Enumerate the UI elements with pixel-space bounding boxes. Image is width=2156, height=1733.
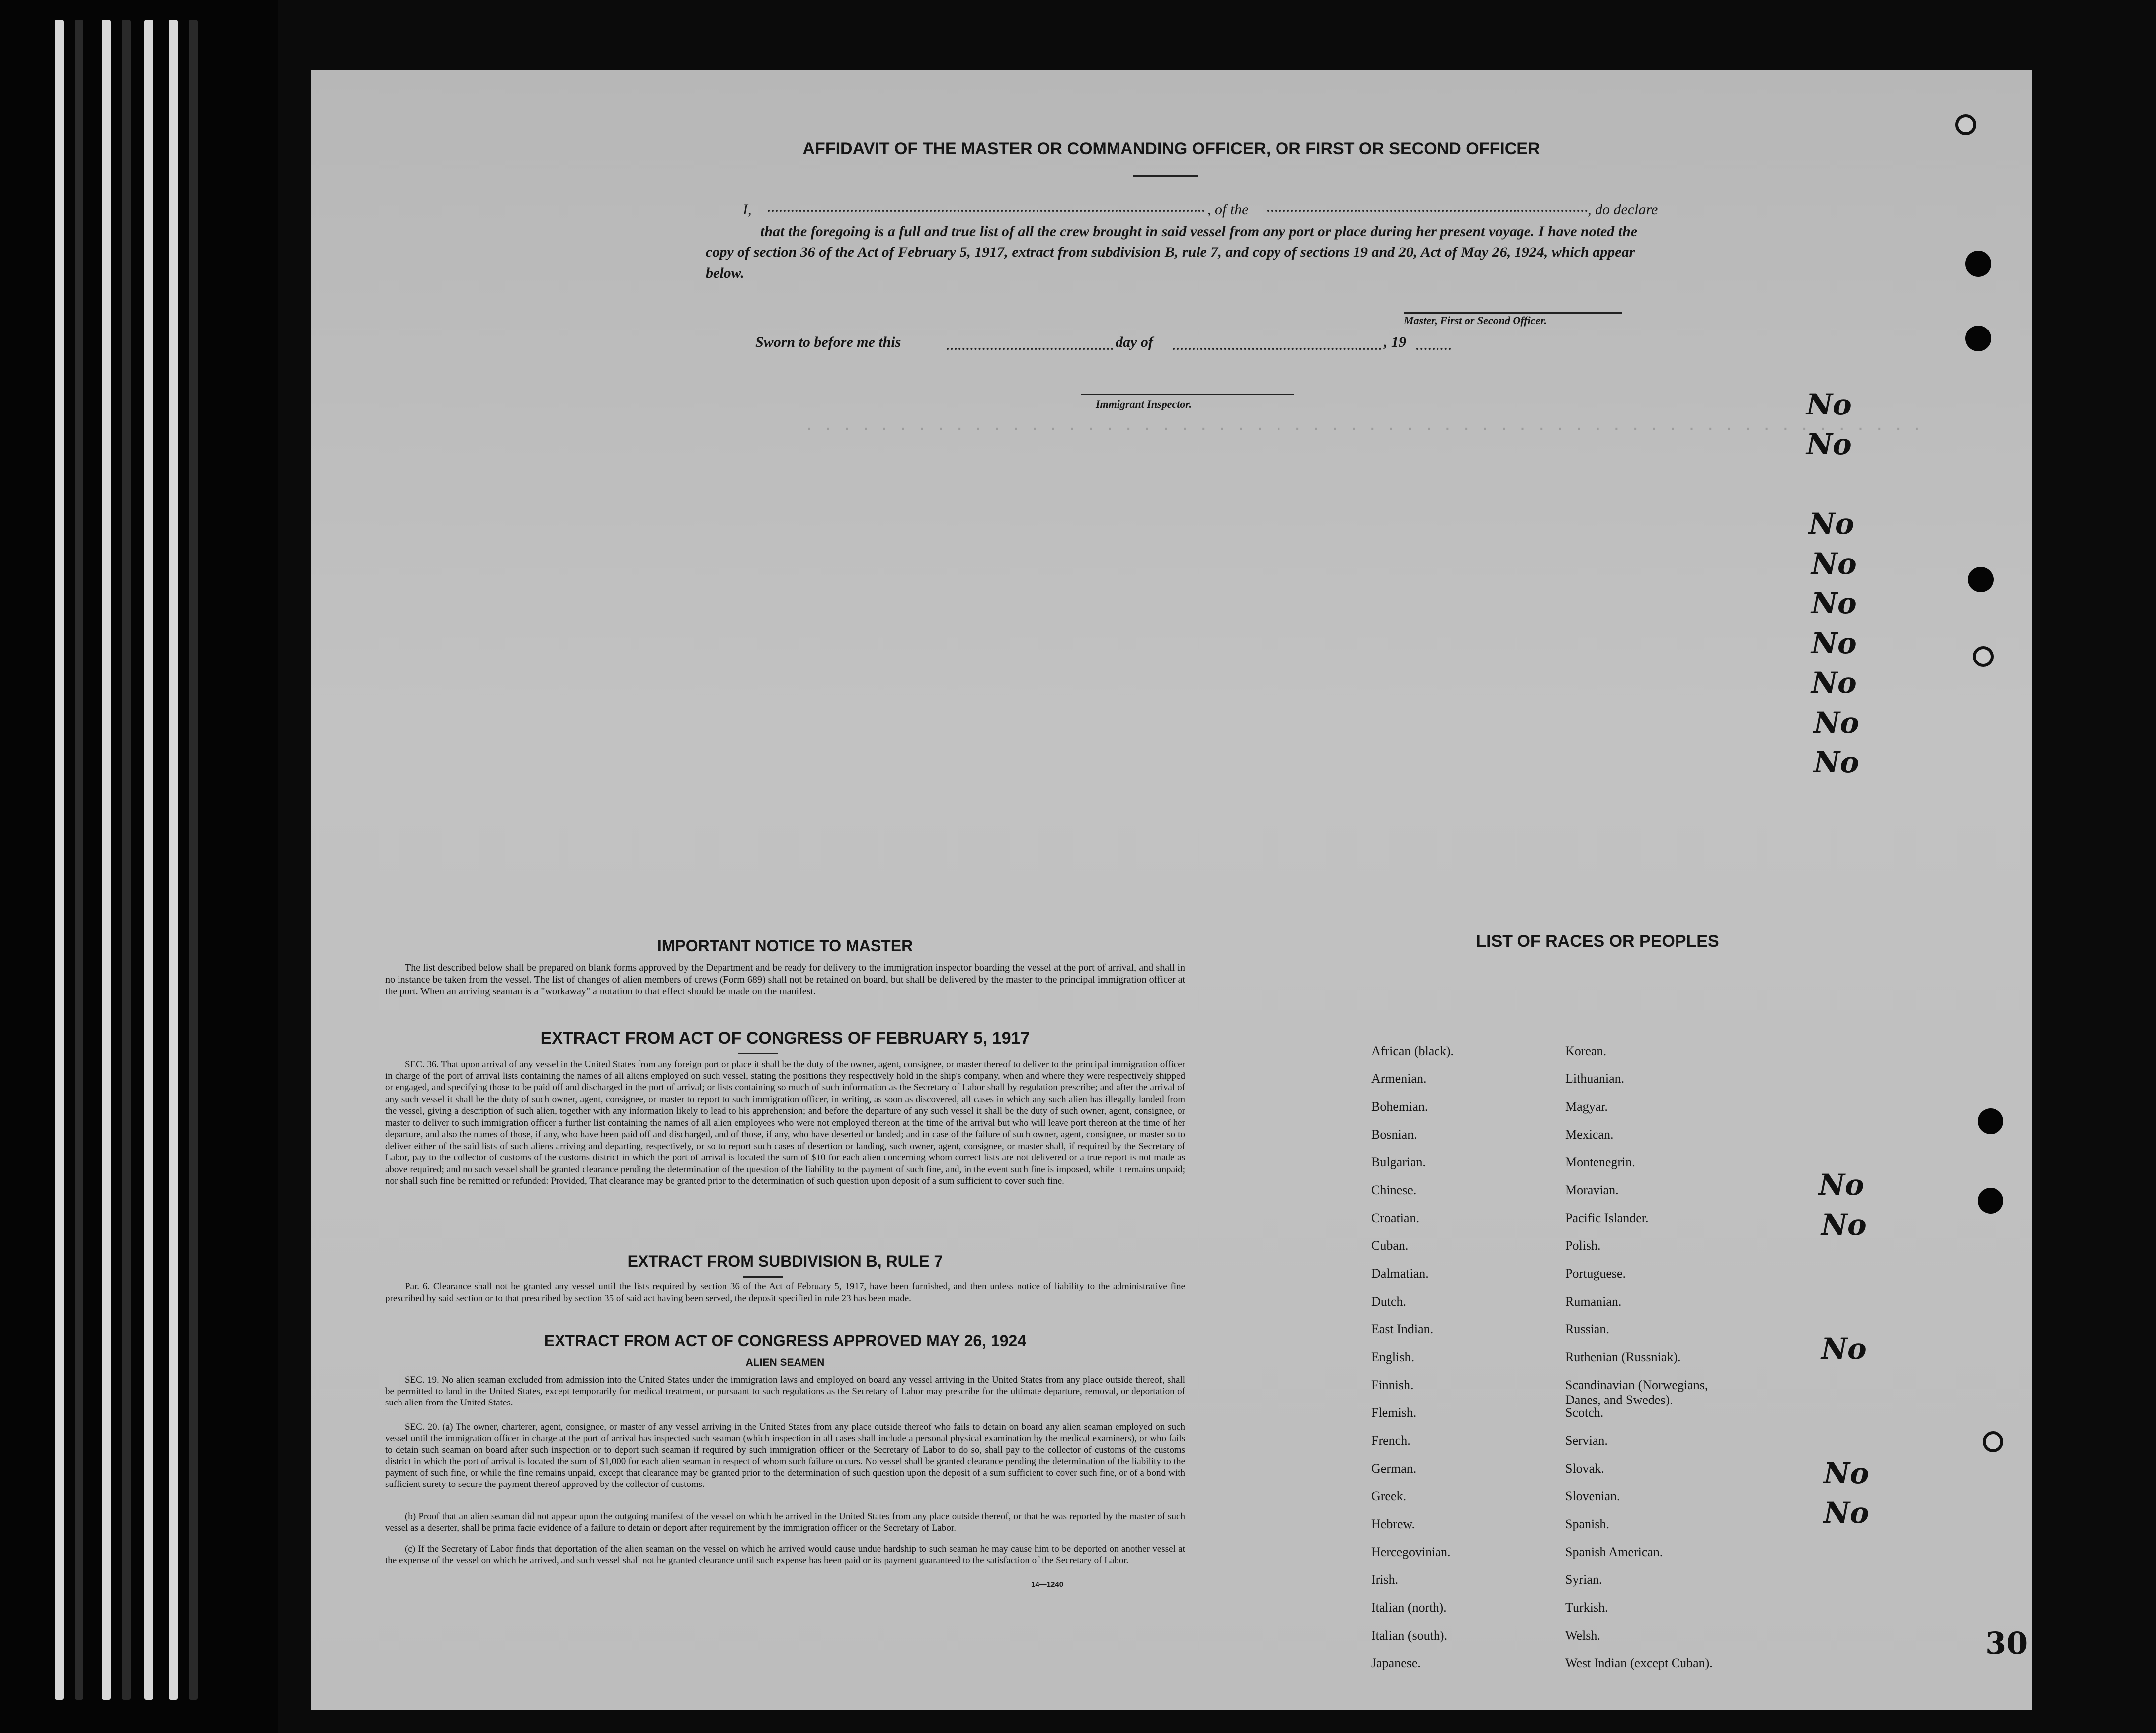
notice-text: The list described below shall be prepared on blank forms approved by the Department and be ready for delivery to the immigration inspector boarding the vessel at the port of arrival, and shall in no instance be taken from the vessel. The list of changes of alien members of crews (Form 689) shall not be retained on board, but shall be delivered by the master to the principal immigration officer at the port. When an arriving seaman is a "workaway" a notation to that effect should be made on the manifest. [385, 962, 1185, 997]
sec20c-text: (c) If the Secretary of Labor finds that deportation of the alien seaman on the vessel on which he arrived would cause undue hardship to such seaman he may cause him to be deported on another vessel at the expense of the vessel on which he arrived, and such vessel shall not be granted clearance until such expense has been paid or its payment guaranteed to the satisfaction of the Secretary of Labor. [385, 1544, 1185, 1566]
stacked-sheet-edges [0, 0, 278, 1733]
name-blank[interactable] [768, 210, 1205, 212]
race-item: Italian (north). [1371, 1600, 1447, 1615]
race-item: English. [1371, 1350, 1414, 1364]
races-right-column [1565, 1044, 1804, 1684]
faint-manifest-rows: ............................................................ [807, 417, 1934, 433]
subdivision-title: EXTRACT FROM SUBDIVISION B, RULE 7 [627, 1252, 943, 1270]
race-item: Irish. [1371, 1572, 1399, 1587]
punch-hole [1973, 646, 1994, 667]
race-item: Servian. [1565, 1433, 1608, 1448]
margin-no-mark: No [1809, 507, 1854, 541]
day-of-label: day of [1116, 334, 1153, 350]
punch-hole [1965, 326, 1991, 351]
race-item: Welsh. [1565, 1628, 1600, 1643]
sec20a-text: SEC. 20. (a) The owner, charterer, agent, consignee, or master of any vessel arriving in the United States from any place outside thereof who fails to detain on board any alien seaman employed on such vessel until the immigration officer in charge at the port of arrival has inspected such seaman (which inspection in all cases shall include a personal physical examination by the medical examiners), or who fails to detain such seaman on board after such inspection or to deport such seaman if required by such immigration officer or the Secretary of Labor to do so, shall pay to the collector of customs of the customs district in which the port of arrival is located the sum of $1,000 for each alien seaman in respect of whom such failure occurs. No vessel shall be granted clearance pending the determination of the liability to the payment of such fine, or while the fine remains unpaid, except that clearance may be granted prior to the determination of such question upon the deposit of a sum sufficient to cover such fine, or of a bond with sufficient surety to secure the payment thereof approved by the collector of customs. [385, 1422, 1185, 1489]
margin-no-mark: No [1814, 745, 1859, 779]
race-item: Moravian. [1565, 1183, 1619, 1197]
punch-hole [1968, 567, 1994, 592]
margin-no-mark: No [1821, 1208, 1867, 1241]
punch-hole [1978, 1108, 2003, 1134]
margin-no-mark: No [1811, 626, 1857, 660]
race-item: Lithuanian. [1565, 1072, 1625, 1086]
race-item: Hercegovinian. [1371, 1545, 1451, 1559]
race-item: Dutch. [1371, 1294, 1407, 1309]
affidavit-i: I, [743, 201, 752, 218]
race-item: Syrian. [1565, 1572, 1602, 1587]
race-item: Spanish. [1565, 1517, 1609, 1531]
races-title: LIST OF RACES OR PEOPLES [1476, 932, 1719, 951]
race-item: Bulgarian. [1371, 1155, 1426, 1169]
section-rule [738, 1053, 778, 1054]
sworn-label: Sworn to before me this [755, 334, 901, 350]
affidavit-declare: , do declare [1588, 201, 1658, 218]
race-item: Spanish American. [1565, 1545, 1663, 1559]
notice-title: IMPORTANT NOTICE TO MASTER [657, 937, 913, 955]
race-item: Slovak. [1565, 1461, 1604, 1476]
race-item: Montenegrin. [1565, 1155, 1635, 1169]
race-item: Pacific Islander. [1565, 1211, 1649, 1225]
race-item: Russian. [1565, 1322, 1609, 1336]
race-item: Bosnian. [1371, 1127, 1417, 1142]
margin-no-mark: No [1824, 1456, 1869, 1490]
race-item: Scotch. [1565, 1405, 1604, 1420]
extract-1924-title: EXTRACT FROM ACT OF CONGRESS APPROVED MAY 26, 1924 [544, 1332, 1027, 1350]
year-label: , 19 [1384, 334, 1406, 350]
page-number: 30 [1985, 1625, 2028, 1661]
race-item: German. [1371, 1461, 1417, 1476]
inspector-signature-line[interactable] [1081, 394, 1294, 395]
master-label: Master, First or Second Officer. [1404, 314, 1547, 327]
subdivision-text: Par. 6. Clearance shall not be granted any vessel until the lists required by section 36 of the Act of February 5, 1917, have been furnished, and then unless notice of liability to the administrative fine prescribed by said section or to that prescribed by section 35 of said act having been served, the deposit specified in rule 23 has been made. [385, 1281, 1185, 1304]
affidavit-body: that the foregoing is a full and true list of all the crew brought in said vessel from any port or place during her present voyage. I have noted the copy of section 36 of the Act of February 5, 1917, extract from subdivision B, rule 7, and copy of sections 19 and 20, Act of May 26, 1924, which appear below. [706, 223, 1638, 281]
race-item: African (black). [1371, 1044, 1454, 1058]
extract-1917-text: SEC. 36. That upon arrival of any vessel in the United States from any foreign port or place it shall be the duty of the owner, agent, consignee, or master thereof to deliver to the principal immigration officer in charge of the port of arrival lists containing the names of all aliens employed on such vessel, stating the positions they respectively hold in the ship's company, when and where they were respectively shipped or engaged, and specifying those to be paid off and discharged in the port of arrival; or lists containing so much of such information as the Secretary of Labor shall by regulation prescribe; and after the arrival of any such vessel it shall be the duty of such owner, agent, consignee, or master to report to such immigration officer, in writing, as soon as discovered, all cases in which any such alien has illegally landed from the vessel, giving a description of such alien, together with any information likely to lead to his apprehension; and before the departure of any such vessel it shall be the duty of such owner, agent, consignee, or master to deliver to such immigration officer a further list containing the names of all alien employees who were not employed thereon at the time of the arrival but who will leave port thereon at the time of her departure, and also the names of those, if any, who have been paid off and discharged, and of those, if any, who have deserted or landed; and in case of the failure of such owner, agent, consignee, or master so to deliver either of the said lists of such aliens arriving and departing, respectively, or so to report such cases of desertion or landing, such owner, agent, consignee, or master shall, if required by the Secretary of Labor, pay to the collector of customs of the customs district in which the port of arrival is located the sum of $10 for each alien concerning whom correct lists are not delivered or a true report is not made as above required; and no such vessel shall be granted clearance pending the determination of the question of the liability to the payment of such fine, and, in the event such fine is imposed, while it remains unpaid; nor shall such fine be remitted or refunded: Provided, That clearance may be granted prior to the determination of such question upon deposit of a sum sufficient to cover such fine. [385, 1059, 1185, 1186]
races-left-column [1371, 1044, 1535, 1684]
margin-no-mark: No [1814, 706, 1859, 740]
race-item: Cuban. [1371, 1238, 1409, 1253]
race-item: Korean. [1565, 1044, 1607, 1058]
sheet-edge [189, 20, 198, 1700]
margin-no-mark: No [1811, 586, 1857, 620]
margin-no-mark: No [1806, 388, 1852, 421]
inspector-label: Immigrant Inspector. [1096, 398, 1192, 410]
race-item: Greek. [1371, 1489, 1407, 1503]
race-item: Chinese. [1371, 1183, 1417, 1197]
race-item: Finnish. [1371, 1378, 1414, 1392]
punch-hole [1955, 114, 1976, 135]
punch-hole [1965, 251, 1991, 277]
race-item: Japanese. [1371, 1656, 1421, 1670]
section-rule [743, 1276, 783, 1278]
race-item: Croatian. [1371, 1211, 1420, 1225]
margin-no-mark: No [1811, 666, 1857, 700]
sheet-edge [122, 20, 131, 1700]
sec20b-text: (b) Proof that an alien seaman did not appear upon the outgoing manifest of the vessel on which he arrived in the United States from any place outside thereof, or that he was reported by the master of such vessel as a deserter, shall be prima facie evidence of a failure to detain or deport after requirement by the immigration officer or the Secretary of Labor. [385, 1511, 1185, 1533]
race-item: French. [1371, 1433, 1411, 1448]
race-item: Dalmatian. [1371, 1266, 1429, 1281]
race-item: Slovenian. [1565, 1489, 1620, 1503]
alien-seamen-subtitle: ALIEN SEAMEN [745, 1357, 825, 1368]
margin-no-mark: No [1811, 547, 1857, 580]
sworn-day-blank[interactable] [947, 348, 1113, 350]
margin-no-mark: No [1819, 1168, 1864, 1202]
margin-no-mark: No [1821, 1332, 1867, 1366]
race-item: Rumanian. [1565, 1294, 1622, 1309]
race-item: Ruthenian (Russniak). [1565, 1350, 1681, 1364]
race-item: Bohemian. [1371, 1099, 1428, 1114]
sworn-month-blank[interactable] [1173, 348, 1381, 350]
form-number: 14—1240 [1031, 1580, 1064, 1589]
race-item: Flemish. [1371, 1405, 1417, 1420]
sworn-year-blank[interactable] [1416, 348, 1451, 350]
manifest-page [311, 70, 2032, 1710]
race-item: East Indian. [1371, 1322, 1434, 1336]
sheet-edge [102, 20, 111, 1700]
race-item: Turkish. [1565, 1600, 1608, 1615]
race-item: Polish. [1565, 1238, 1601, 1253]
title-rule [1133, 175, 1198, 177]
margin-no-mark: No [1806, 427, 1852, 461]
sheet-edge [75, 20, 83, 1700]
race-item: West Indian (except Cuban). [1565, 1656, 1713, 1670]
margin-no-mark: No [1824, 1496, 1869, 1530]
vessel-blank[interactable] [1267, 210, 1588, 212]
race-item: Magyar. [1565, 1099, 1608, 1114]
sec19-text: SEC. 19. No alien seaman excluded from admission into the United States under the immigration laws and employed on board any vessel arriving in the United States from any place outside thereof, shall be permitted to land in the United States, except temporarily for medical treatment, or pursuant to such regulations as the Secretary of Labor may prescribe for the ultimate departure, removal, or deportation of such alien from the United States. [385, 1375, 1185, 1408]
race-item: Hebrew. [1371, 1517, 1415, 1531]
race-item: Armenian. [1371, 1072, 1427, 1086]
master-signature-line[interactable] [1404, 312, 1622, 314]
race-item: Mexican. [1565, 1127, 1614, 1142]
sheet-edge [144, 20, 153, 1700]
sheet-edge [169, 20, 178, 1700]
punch-hole [1978, 1188, 2003, 1214]
affidavit-title: AFFIDAVIT OF THE MASTER OR COMMANDING OFFICER, OR FIRST OR SECOND OFFICER [802, 139, 1540, 158]
punch-hole [1983, 1431, 2003, 1452]
race-item: Scandinavian (Norwegians, Danes, and Swedes). [1565, 1378, 1708, 1407]
extract-1917-title: EXTRACT FROM ACT OF CONGRESS OF FEBRUARY 5, 1917 [540, 1029, 1030, 1048]
sheet-edge [55, 20, 64, 1700]
race-item: Portuguese. [1565, 1266, 1626, 1281]
affidavit-of: , of the [1207, 201, 1249, 218]
race-item: Italian (south). [1371, 1628, 1448, 1643]
